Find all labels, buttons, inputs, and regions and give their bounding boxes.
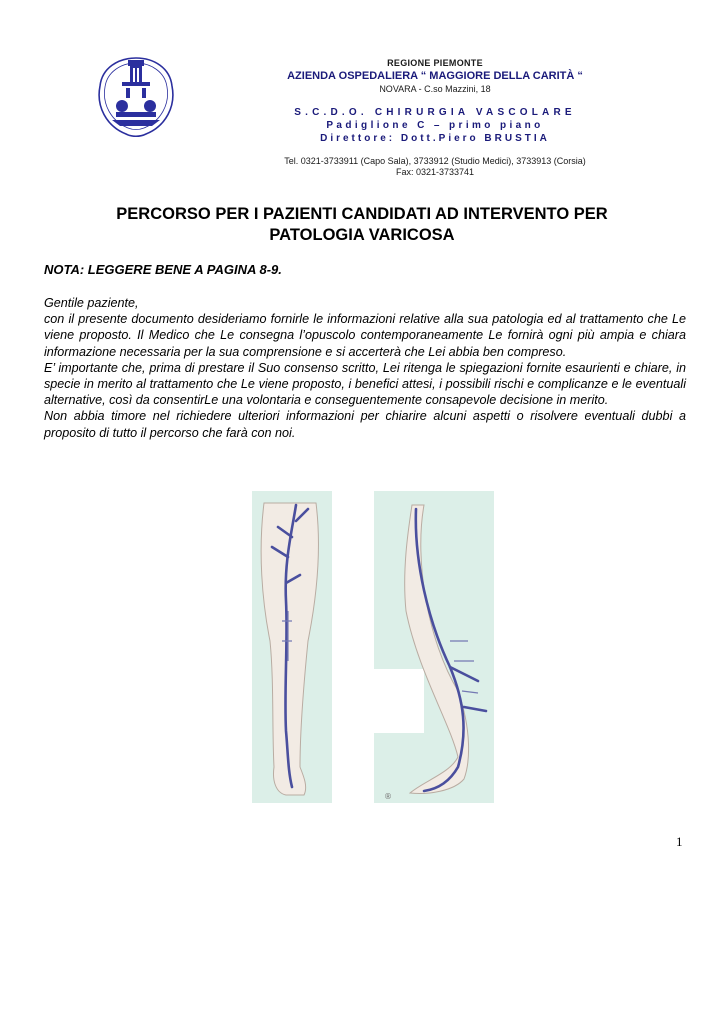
page-number: 1 [676,834,683,849]
title-line-2: PATOLOGIA VARICOSA [269,226,455,244]
paragraph-3: Non abbia timore nel richiedere ulteriori informazioni per chiarire alcuni aspetti o risolvere eventuali dubbi a proposito di tutto il percorso che farà con noi. [44,409,686,440]
title-line-1: PERCORSO PER I PAZIENTI CANDIDATI AD INTERVENTO PER [116,205,608,223]
hospital-name: AZIENDA OSPEDALIERA “ MAGGIORE DELLA CARITÀ “ [287,70,583,82]
leg-veins-illustration [188,491,542,803]
document-title [60,204,664,246]
greeting: Gentile paziente, [44,296,139,310]
paragraph-1: con il presente documento desideriamo fornirle le informazioni relative alla sua patologia ed al trattamento che Le viene proposto. Il Medico che Le consegna l’opuscolo contemporaneamente Le fornirà ogni più ampia e chiara informazione necessaria per la sua comprensione e si accerterà che Lei abbia ben compreso. [44,312,686,359]
hospital-address: NOVARA - C.so Mazzini, 18 [379,84,491,94]
department-name: S.C.D.O. CHIRURGIA VASCOLARE [294,107,576,118]
department-director: Direttore: Dott.Piero BRUSTIA [320,133,550,144]
paragraph-2: E’ importante che, prima di prestare il Suo consenso scritto, Lei ritenga le spiegazioni fornite esaurienti e chiare, in specie in merito al trattamento che Le viene proposto, i benefici attesi, i possibili rischi e complicanze e le eventuali alternative, così da consentirLe una volontaria e conseguentemente consapevole decisione in merito. [44,360,686,408]
reading-note: NOTA: LEGGERE BENE A PAGINA 8-9. [44,262,282,277]
phone-numbers: Tel. 0321-3733911 (Capo Sala), 3733912 (Studio Medici), 3733913 (Corsia) [284,156,586,166]
hospital-logo [92,54,180,140]
fax-number: Fax: 0321-3733741 [395,167,475,177]
intro-text [44,295,686,441]
department-location: Padiglione C – primo piano [326,120,544,131]
svg-text:®: ® [384,792,392,801]
region-label: REGIONE PIEMONTE [387,58,483,68]
